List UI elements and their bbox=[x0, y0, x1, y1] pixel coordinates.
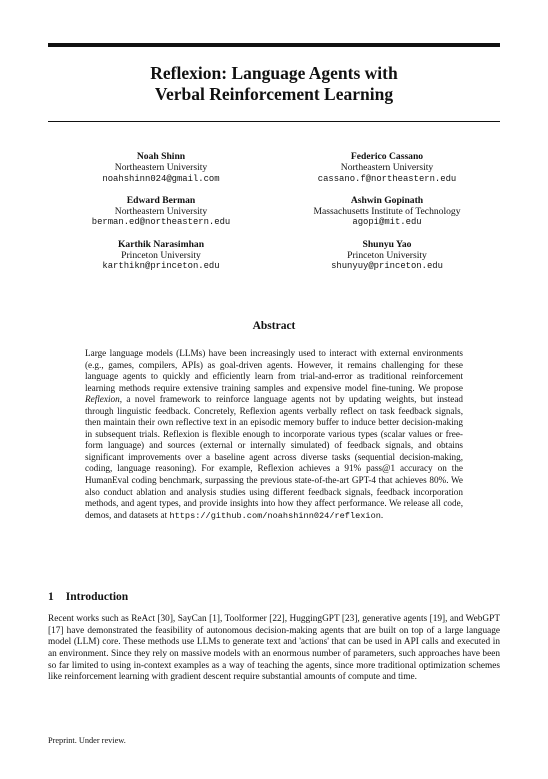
abstract-text-1: Large language models (LLMs) have been increasingly used to interact with external environments (e.g., games, compilers, APIs) as goal-driven agents. However, it remains challenging for these language agents to quickly and efficiently learn from trial-and-error as traditional reinforcement learning methods require extensive training samples and expensive model fine-tuning. We propose bbox=[85, 348, 463, 393]
author bbox=[48, 239, 274, 273]
author-affiliation: Northeastern University bbox=[114, 162, 208, 174]
title-bottom-rule bbox=[48, 121, 500, 122]
author-block bbox=[48, 151, 500, 283]
author bbox=[48, 151, 274, 185]
author-affiliation: Princeton University bbox=[347, 250, 427, 262]
author-email: agopi@mit.edu bbox=[352, 217, 422, 228]
author-email: shunyuy@princeton.edu bbox=[331, 261, 443, 272]
abstract-text-2: , a novel framework to reinforce language agents not by updating weights, but instead through linguistic feedback. Concretely, Reflexion agents verbally reflect on task feedback signals, then maintain their own reflective text in an episodic memory buffer to induce better decision-making in subsequent trials. Reflexion is flexible enough to incorporate various types (scalar values or free-form language) and sources (external or internally simulated) of feedback signals, and obtains significant improvements over a baseline agent across diverse tasks (sequential decision-making, coding, language reasoning). For example, Reflexion achieves a 91% pass@1 accuracy on the HumanEval coding benchmark, surpassing the previous state-of-the-art GPT-4 that achieves 80%. We also conduct ablation and analysis studies using different feedback signals, feedback incorporation methods, and agent types, and provide insights into how they affect performance. We release all code, demos, and datasets at bbox=[85, 394, 463, 520]
author-name: Shunyu Yao bbox=[362, 238, 412, 250]
introduction-paragraph: Recent works such as ReAct [30], SayCan [1], Toolformer [22], HuggingGPT [23], generative agents [19], and WebGPT [17] have demonstrated the feasibility of autonomous decision-making agents that are built on top of a large language model (LLM) core. These methods use LLMs to generate text and 'actions' that can be used in API calls and executed in an environment. Since they rely on massive models with an enormous number of parameters, such approaches have been so far limited to using in-context examples as a way of teaching the agents, since more traditional optimization schemes like reinforcement learning with gradient descent require substantial amounts of compute and time. bbox=[48, 614, 500, 683]
abstract-body bbox=[85, 348, 463, 522]
section-heading bbox=[48, 591, 128, 603]
abstract-italic-term: Reflexion bbox=[85, 394, 120, 405]
author bbox=[274, 151, 500, 185]
abstract-end: . bbox=[380, 509, 384, 520]
author-name: Federico Cassano bbox=[350, 151, 424, 162]
author bbox=[274, 239, 500, 273]
title-line-2: Verbal Reinforcement Learning bbox=[154, 84, 394, 104]
author-name: Ashwin Gopinath bbox=[350, 194, 424, 206]
author-email: cassano.f@northeastern.edu bbox=[317, 173, 457, 184]
author-name: Karthik Narasimhan bbox=[117, 238, 205, 250]
title-line-1: Reflexion: Language Agents with bbox=[150, 63, 398, 83]
repository-link[interactable]: https://github.com/noahshinn024/reflexion bbox=[169, 510, 381, 521]
page-footer: Preprint. Under review. bbox=[48, 736, 126, 745]
author bbox=[48, 195, 274, 229]
author-row bbox=[48, 239, 500, 273]
author-name: Noah Shinn bbox=[136, 151, 186, 162]
author-affiliation: Massachusetts Institute of Technology bbox=[313, 206, 461, 218]
abstract-heading: Abstract bbox=[252, 320, 296, 332]
author-affiliation: Northeastern University bbox=[114, 206, 208, 218]
author-name: Edward Berman bbox=[126, 194, 196, 206]
author-row bbox=[48, 151, 500, 185]
section-number: 1 bbox=[48, 591, 54, 603]
author-affiliation: Northeastern University bbox=[340, 162, 434, 174]
author-email: karthikn@princeton.edu bbox=[102, 261, 220, 272]
title-top-rule bbox=[48, 43, 500, 47]
author-email: noahshinn024@gmail.com bbox=[102, 173, 220, 184]
section-title: Introduction bbox=[65, 591, 129, 603]
author-affiliation: Princeton University bbox=[121, 250, 201, 262]
author bbox=[274, 195, 500, 229]
paper-title bbox=[48, 63, 500, 105]
author-email: berman.ed@northeastern.edu bbox=[91, 217, 231, 228]
author-row bbox=[48, 195, 500, 229]
